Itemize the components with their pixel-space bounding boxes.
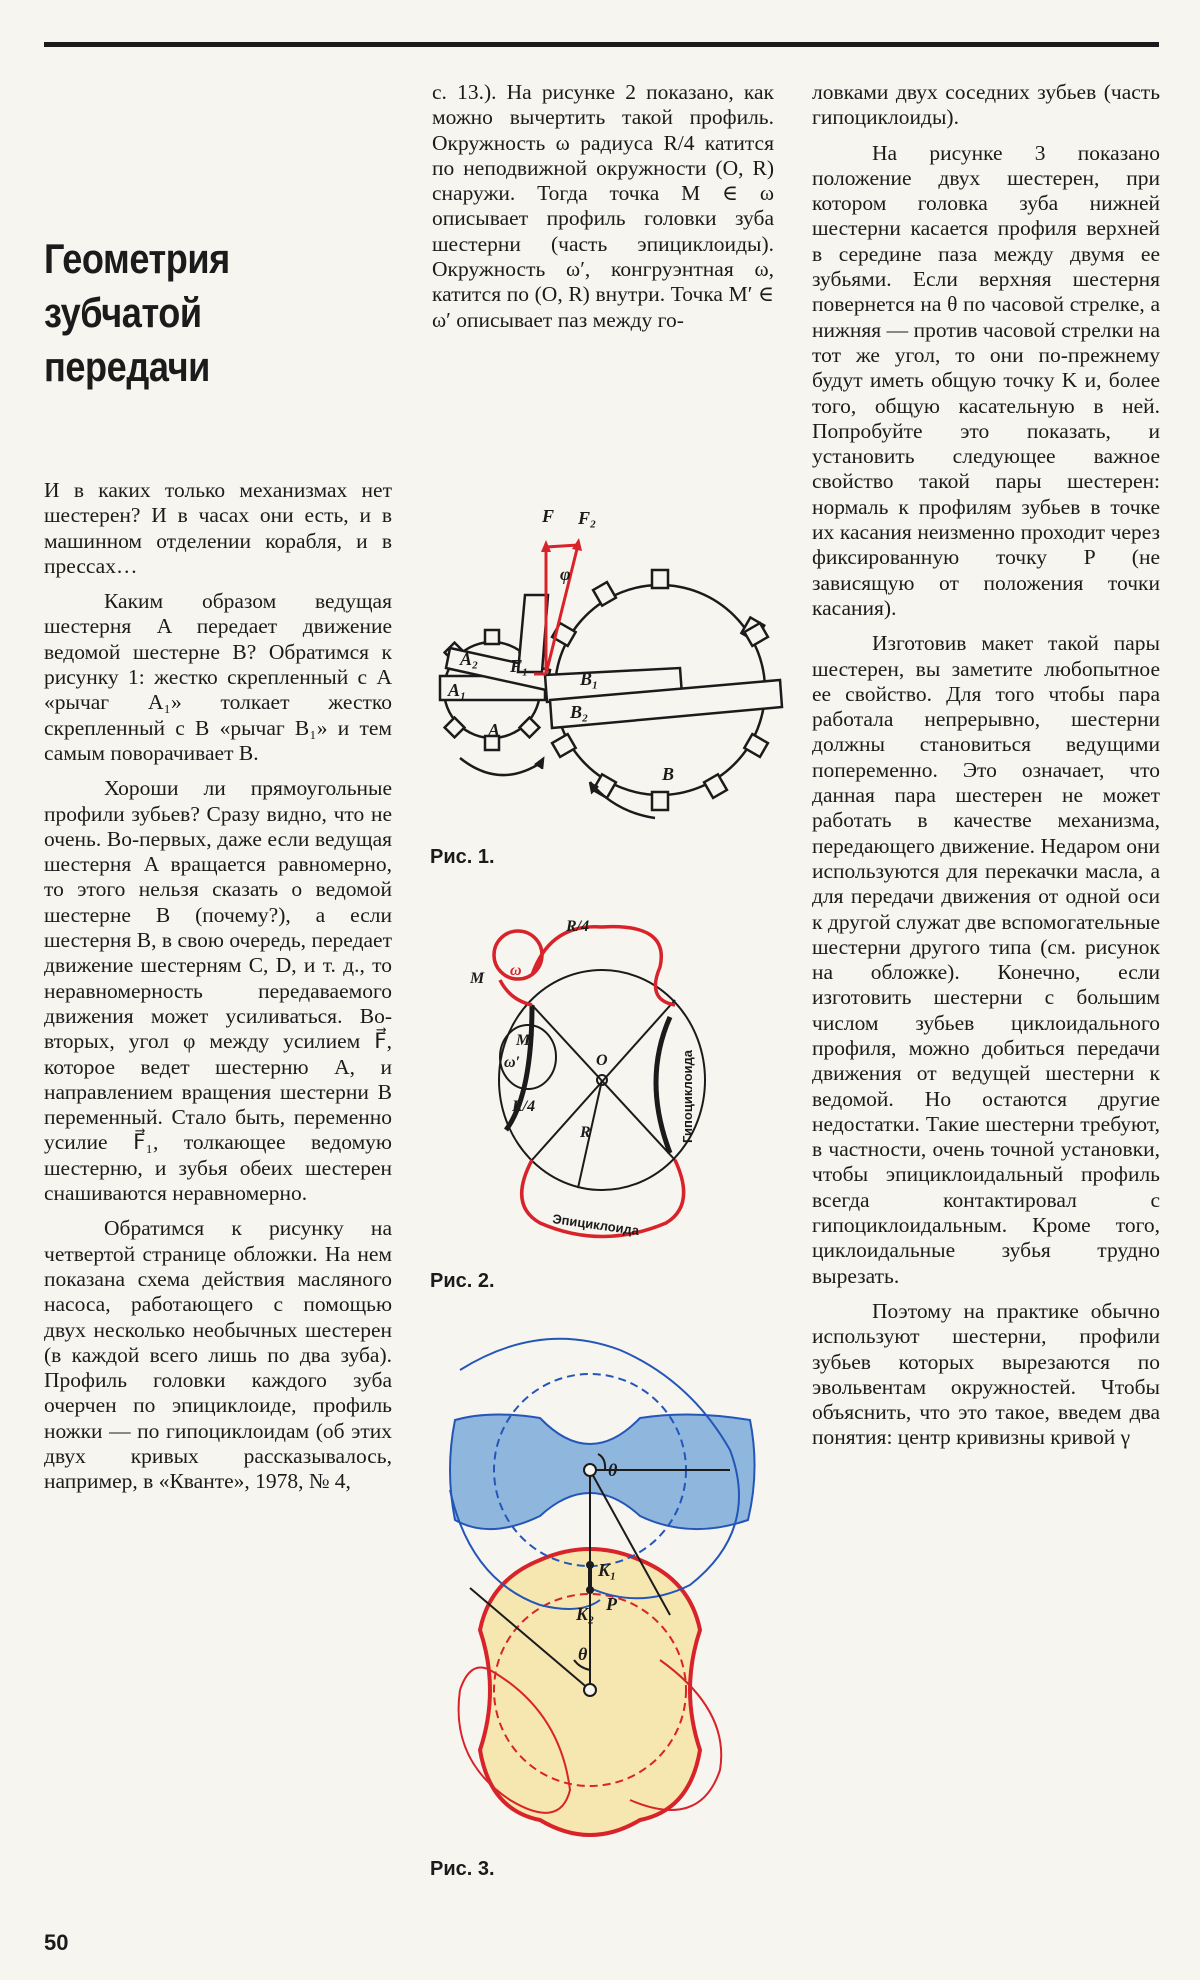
label-theta-bottom: θ	[578, 1644, 588, 1664]
text-column-left	[44, 478, 392, 1505]
paragraph: ловками двух соседних зубьев (часть гипоциклоиды).	[812, 80, 1160, 130]
force-connector	[546, 545, 578, 547]
top-rule	[44, 42, 1159, 47]
caption-fig-3: Рис. 3.	[430, 1858, 495, 1880]
point-k1	[586, 1561, 594, 1569]
paragraph: с. 13.). На рисунке 2 показано, как можно вычертить такой профиль. Окружность ω радиуса R/4 катится по неподвижной окружности (O, R) снаружи. Тогда точка M ∈ ω описывает профиль головки зуба шестерни (часть эпициклоиды). Окружность ω′, конгруэнтная ω, катится по (O, R) внутри. Точка M′ ∈ ω′ описывает паз между го-	[432, 80, 774, 332]
label-m-prime: M′	[516, 1032, 535, 1049]
label-r4-left: R/4	[512, 1098, 536, 1115]
title-line-2: зубчатой	[44, 289, 202, 336]
paragraph: Поэтому на практике обычно используют шестерни, профили зубьев которых вырезаются по эвольвентам окружностей. Чтобы объяснить, что это такое, введем два понятия: центр кривизны кривой γ	[812, 1298, 1160, 1450]
epicycloid-arc	[500, 980, 532, 1005]
label-o: O	[596, 1052, 608, 1069]
figure-2-cycloids	[470, 905, 730, 1255]
label-f2: F₂	[578, 508, 597, 528]
label-omega: ω	[510, 962, 522, 979]
label-hypocycloid: Гипоциклоида	[680, 1050, 695, 1143]
article-title	[44, 232, 374, 394]
label-a: A	[488, 720, 501, 740]
label-epicycloid: Эпициклоида	[551, 1211, 641, 1239]
arrowhead	[535, 759, 543, 769]
page-number: 50	[44, 1930, 69, 1955]
paragraph: На рисунке 3 показано положение двух шестерен, при котором головка зуба нижней шестерни касается профиля верхней в середине паза между двумя ее зубьями. Если верхняя шестерня повернется на θ по часовой стрелке, а нижняя — против часовой стрелки на тот же угол, то они по-прежнему будут иметь общую точку K и, более того, общую касательную в ней. Попробуйте это показать, и установить следующее важное свойство такой пары шестерен: нормаль к профилям зубьев в точке их касания неизменно проходит через фиксированную точку P (не зависящую от положения точки касания).	[812, 140, 1160, 620]
epicycloid-top	[532, 927, 675, 1005]
label-b: B	[662, 764, 675, 784]
hypocycloid-right	[656, 1017, 670, 1153]
figure-3-pump-gears	[430, 1330, 800, 1890]
label-a1: A₁	[448, 680, 467, 700]
text-column-middle	[432, 80, 774, 343]
upper-gear-body	[450, 1414, 755, 1529]
label-theta-top: θ	[608, 1460, 618, 1480]
label-f1: F₁	[510, 656, 529, 676]
paragraph: Каким образом ведущая шестерня A передает движение ведомой шестерне B? Обратимся к рисунку 1: жестко скрепленный с A «рычаг A₁» толкает жестко скрепленный с B «рычаг B₁» и тем самым поворачивает B.	[44, 589, 392, 765]
label-b2: B₂	[570, 702, 589, 722]
title-line-3: передачи	[44, 343, 210, 390]
rotation-arrow-a	[460, 758, 542, 775]
label-k1: K₁	[598, 1560, 617, 1580]
paragraph: И в каких только механизмах нет шестерен? И в часах они есть, и в машинном отделении корабля, и в прессах…	[44, 478, 392, 578]
caption-fig-2: Рис. 2.	[430, 1270, 495, 1292]
paragraph: Изготовив макет такой пары шестерен, вы заметите любопытное ее свойство. Для того чтобы пара работала непрерывно, шестерни должны становиться ведущими попеременно. Это означает, что данная пара шестерен не может работать в качестве механизма, передающего движение. Недаром они используются для перекачки масла, а для передачи движения от одной оси к другой служат две вспомогательные шестерни другого типа (см. рисунок на обложке). Конечно, если изготовить шестерни с большим числом зубьев циклоидального профиля, можно добиться передачи движения от ведущей шестерни к ведомой. Но остаются другие недостатки. Такие шестерни требуют, в частности, очень точной установки, чтобы эпициклоидальный профиль всегда контактировал с гипоциклоидальным. Кроме того, циклоидальные зубья трудно вырезать.	[812, 631, 1160, 1288]
label-m: M	[470, 970, 485, 987]
title-line-1: Геометрия	[44, 235, 230, 282]
label-r4-top: R/4	[566, 918, 590, 935]
label-omega-prime: ω′	[504, 1054, 521, 1071]
paragraph: Хороши ли прямоугольные профили зубьев? Сразу видно, что не очень. Во-первых, даже если ведущая шестерня A вращается равномерно, то этого нельзя сказать о ведомой шестерне B (почему?), а если шестерня B, в свою очередь, передает движение шестерням C, D, и т. д., то неравномерность передаваемого движения может усиливаться. Во-вторых, угол φ между усилием F⃗, которое ведет шестерню A, и направлением вращения шестерни B переменный. Стало быть, переменно усилие F⃗₁, толкающее ведомую шестерню, и зубья обеих шестерен снашиваются неравномерно.	[44, 776, 392, 1206]
label-phi: φ	[560, 564, 571, 584]
label-b1: B₁	[580, 669, 599, 689]
label-k2: K₂	[576, 1604, 595, 1624]
figure-1-gears	[430, 500, 800, 830]
point-p	[586, 1586, 594, 1594]
text-column-right	[812, 80, 1160, 1461]
upper-center-point	[584, 1464, 596, 1476]
label-a2: A₂	[460, 649, 479, 669]
lower-center-point	[584, 1684, 596, 1696]
label-r: R	[580, 1124, 591, 1141]
caption-fig-1: Рис. 1.	[430, 846, 495, 868]
paragraph: Обратимся к рисунку на четвертой странице обложки. На нем показана схема действия масляного насоса, работающего с помощью двух несколько необычных шестерен (в каждой всего лишь по два зуба). Профиль головки каждого зуба очерчен по эпициклоиде, профиль ножки — по гипоциклоидам (об этих двух кривых рассказывалось, например, в «Кванте», 1978, № 4,	[44, 1216, 392, 1494]
label-p: P	[606, 1594, 617, 1614]
label-f: F	[542, 506, 555, 526]
